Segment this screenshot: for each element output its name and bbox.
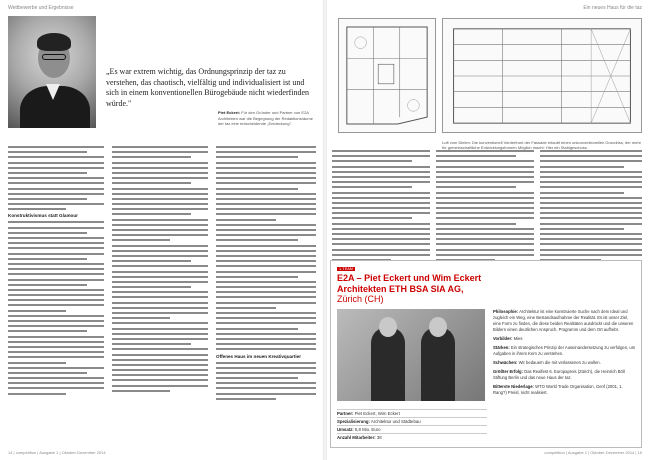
infobox-title: E2A – Piet Eckert und Wim Eckert Architekten ETH BSA SIA AG, Zürich (CH) bbox=[337, 273, 482, 304]
team-tag: 1-TEAM bbox=[339, 267, 353, 271]
floor-plan-left-drawing bbox=[339, 19, 435, 132]
profile-value: Architektur ist eine konstruierte Suche nach dem Ideal und zugleich ein Weg, eine Bestandsaufnahme der Realität. Es ist unser Ziel, eine Form zu finden, die diese beiden Realitäten ausdrückt und die unseren Bildern einen deutlichen Anspruch, Programm und dem Ort aufhebt. bbox=[493, 309, 634, 332]
infobox-firm-name: E2A – Piet Eckert und Wim Eckert Architekten ETH BSA SIA AG bbox=[337, 273, 482, 294]
fact-value: 38 bbox=[376, 435, 382, 440]
profile-key: Vorbilder: bbox=[493, 336, 513, 341]
fact-key: Anzahl Mitarbeiter: bbox=[337, 435, 376, 440]
profile-key: Größter Erfolg: bbox=[493, 369, 524, 374]
profile-key: Stärken: bbox=[493, 345, 510, 350]
plans-caption: Luft vom Dielen: Die konventionell Vorderfront der Fassade erlaubt einen unkonventionellen Grundriss, der mehr für gemeinschaftliche Entwicklungsformen Möglich macht: Hier ein Stahlgeschoss. bbox=[442, 140, 641, 150]
profile-value: Wir bedauern die mit verlassenen zu wollen. bbox=[518, 360, 601, 365]
text-column-2 bbox=[112, 146, 208, 395]
portrait-caption bbox=[218, 110, 318, 127]
fact-row bbox=[337, 409, 487, 417]
profile-value: WTO World Trade Organisation, Genf (2001, 1. Rang?) Preisl, nicht realisiert. bbox=[493, 384, 623, 395]
pull-quote: „Es war extrem wichtig, das Ordnungsprinzip der taz zu verstehen, das chaotisch, vielfältig und individualisiert ist und sich in einem konventionellen Bürogebäude nicht wiederfinden würde." bbox=[106, 67, 310, 108]
infobox-city: Zürich (CH) bbox=[337, 294, 384, 304]
profile-entry bbox=[493, 345, 637, 357]
fact-value: 5,8 Mio. Euro bbox=[354, 427, 381, 432]
right-page-footer: competition | Ausgabe 1 | Oktober-Dezember 2014 | 15 bbox=[544, 450, 642, 455]
portrait-caption-text: Für den Gründer und Partner von E2A Architekten war die Begegnung der Redaktionsräume der taz eine entscheidende „Entdeckung". bbox=[218, 110, 313, 126]
building-section-drawing bbox=[443, 19, 641, 132]
profile-value: Mies bbox=[513, 336, 523, 341]
fact-value: Architektur und Städtebau bbox=[370, 419, 421, 424]
fact-value: Piet Eckert, Wim Eckert bbox=[354, 411, 400, 416]
text-column-6 bbox=[540, 150, 642, 264]
fact-key: Partner: bbox=[337, 411, 354, 416]
profile-entry bbox=[493, 309, 637, 333]
text-column-3 bbox=[216, 146, 316, 403]
portrait-caption-name: Piet Eckert: bbox=[218, 110, 241, 115]
right-page-header: Ein neues Haus für die taz bbox=[583, 5, 642, 11]
architect-infobox bbox=[330, 260, 642, 448]
fact-key: Spezialisierung: bbox=[337, 419, 370, 424]
page-gutter bbox=[323, 0, 327, 460]
profile-key: Schwächen: bbox=[493, 360, 518, 365]
profile-entry bbox=[493, 360, 637, 366]
profile-entry bbox=[493, 336, 637, 342]
infobox-facts bbox=[337, 409, 487, 441]
text-column-4 bbox=[332, 150, 430, 264]
profile-entry bbox=[493, 369, 637, 381]
profile-key: Bitterste Niederlage: bbox=[493, 384, 534, 389]
architects-photo bbox=[337, 309, 485, 401]
text-column-1 bbox=[8, 146, 104, 398]
profile-key: Philosophie: bbox=[493, 309, 519, 314]
left-page-footer: 14 | competition | Ausgabe 1 | Oktober-Dezember 2014 bbox=[8, 450, 106, 455]
profile-value: Das Realfest 6. Europapreis (Zürich), die Heinrich Böll Stiftung Berlin und das neue Haus der taz. bbox=[493, 369, 625, 380]
subhead-offenes-haus: Offenes Haus im neuen Kreativquartier bbox=[216, 353, 302, 359]
fact-key: Umsatz: bbox=[337, 427, 354, 432]
subhead-konstruktivismus: Konstruktivismus statt Glamour bbox=[8, 213, 78, 219]
building-section bbox=[442, 18, 642, 133]
text-column-5 bbox=[436, 150, 534, 264]
floor-plan-left bbox=[338, 18, 436, 133]
fact-row bbox=[337, 417, 487, 425]
fact-row bbox=[337, 425, 487, 433]
profile-entry bbox=[493, 384, 637, 396]
fact-row bbox=[337, 433, 487, 441]
portrait-photo bbox=[8, 16, 96, 128]
left-page-header: Wettbewerbe und Ergebnisse bbox=[8, 5, 74, 11]
profile-value: Ein strategisches Prinzip der Auseinandersetzung zu verfolgen, um Aufgaben in ihrem Kern zu verstehen. bbox=[493, 345, 636, 356]
infobox-profile bbox=[493, 309, 637, 399]
